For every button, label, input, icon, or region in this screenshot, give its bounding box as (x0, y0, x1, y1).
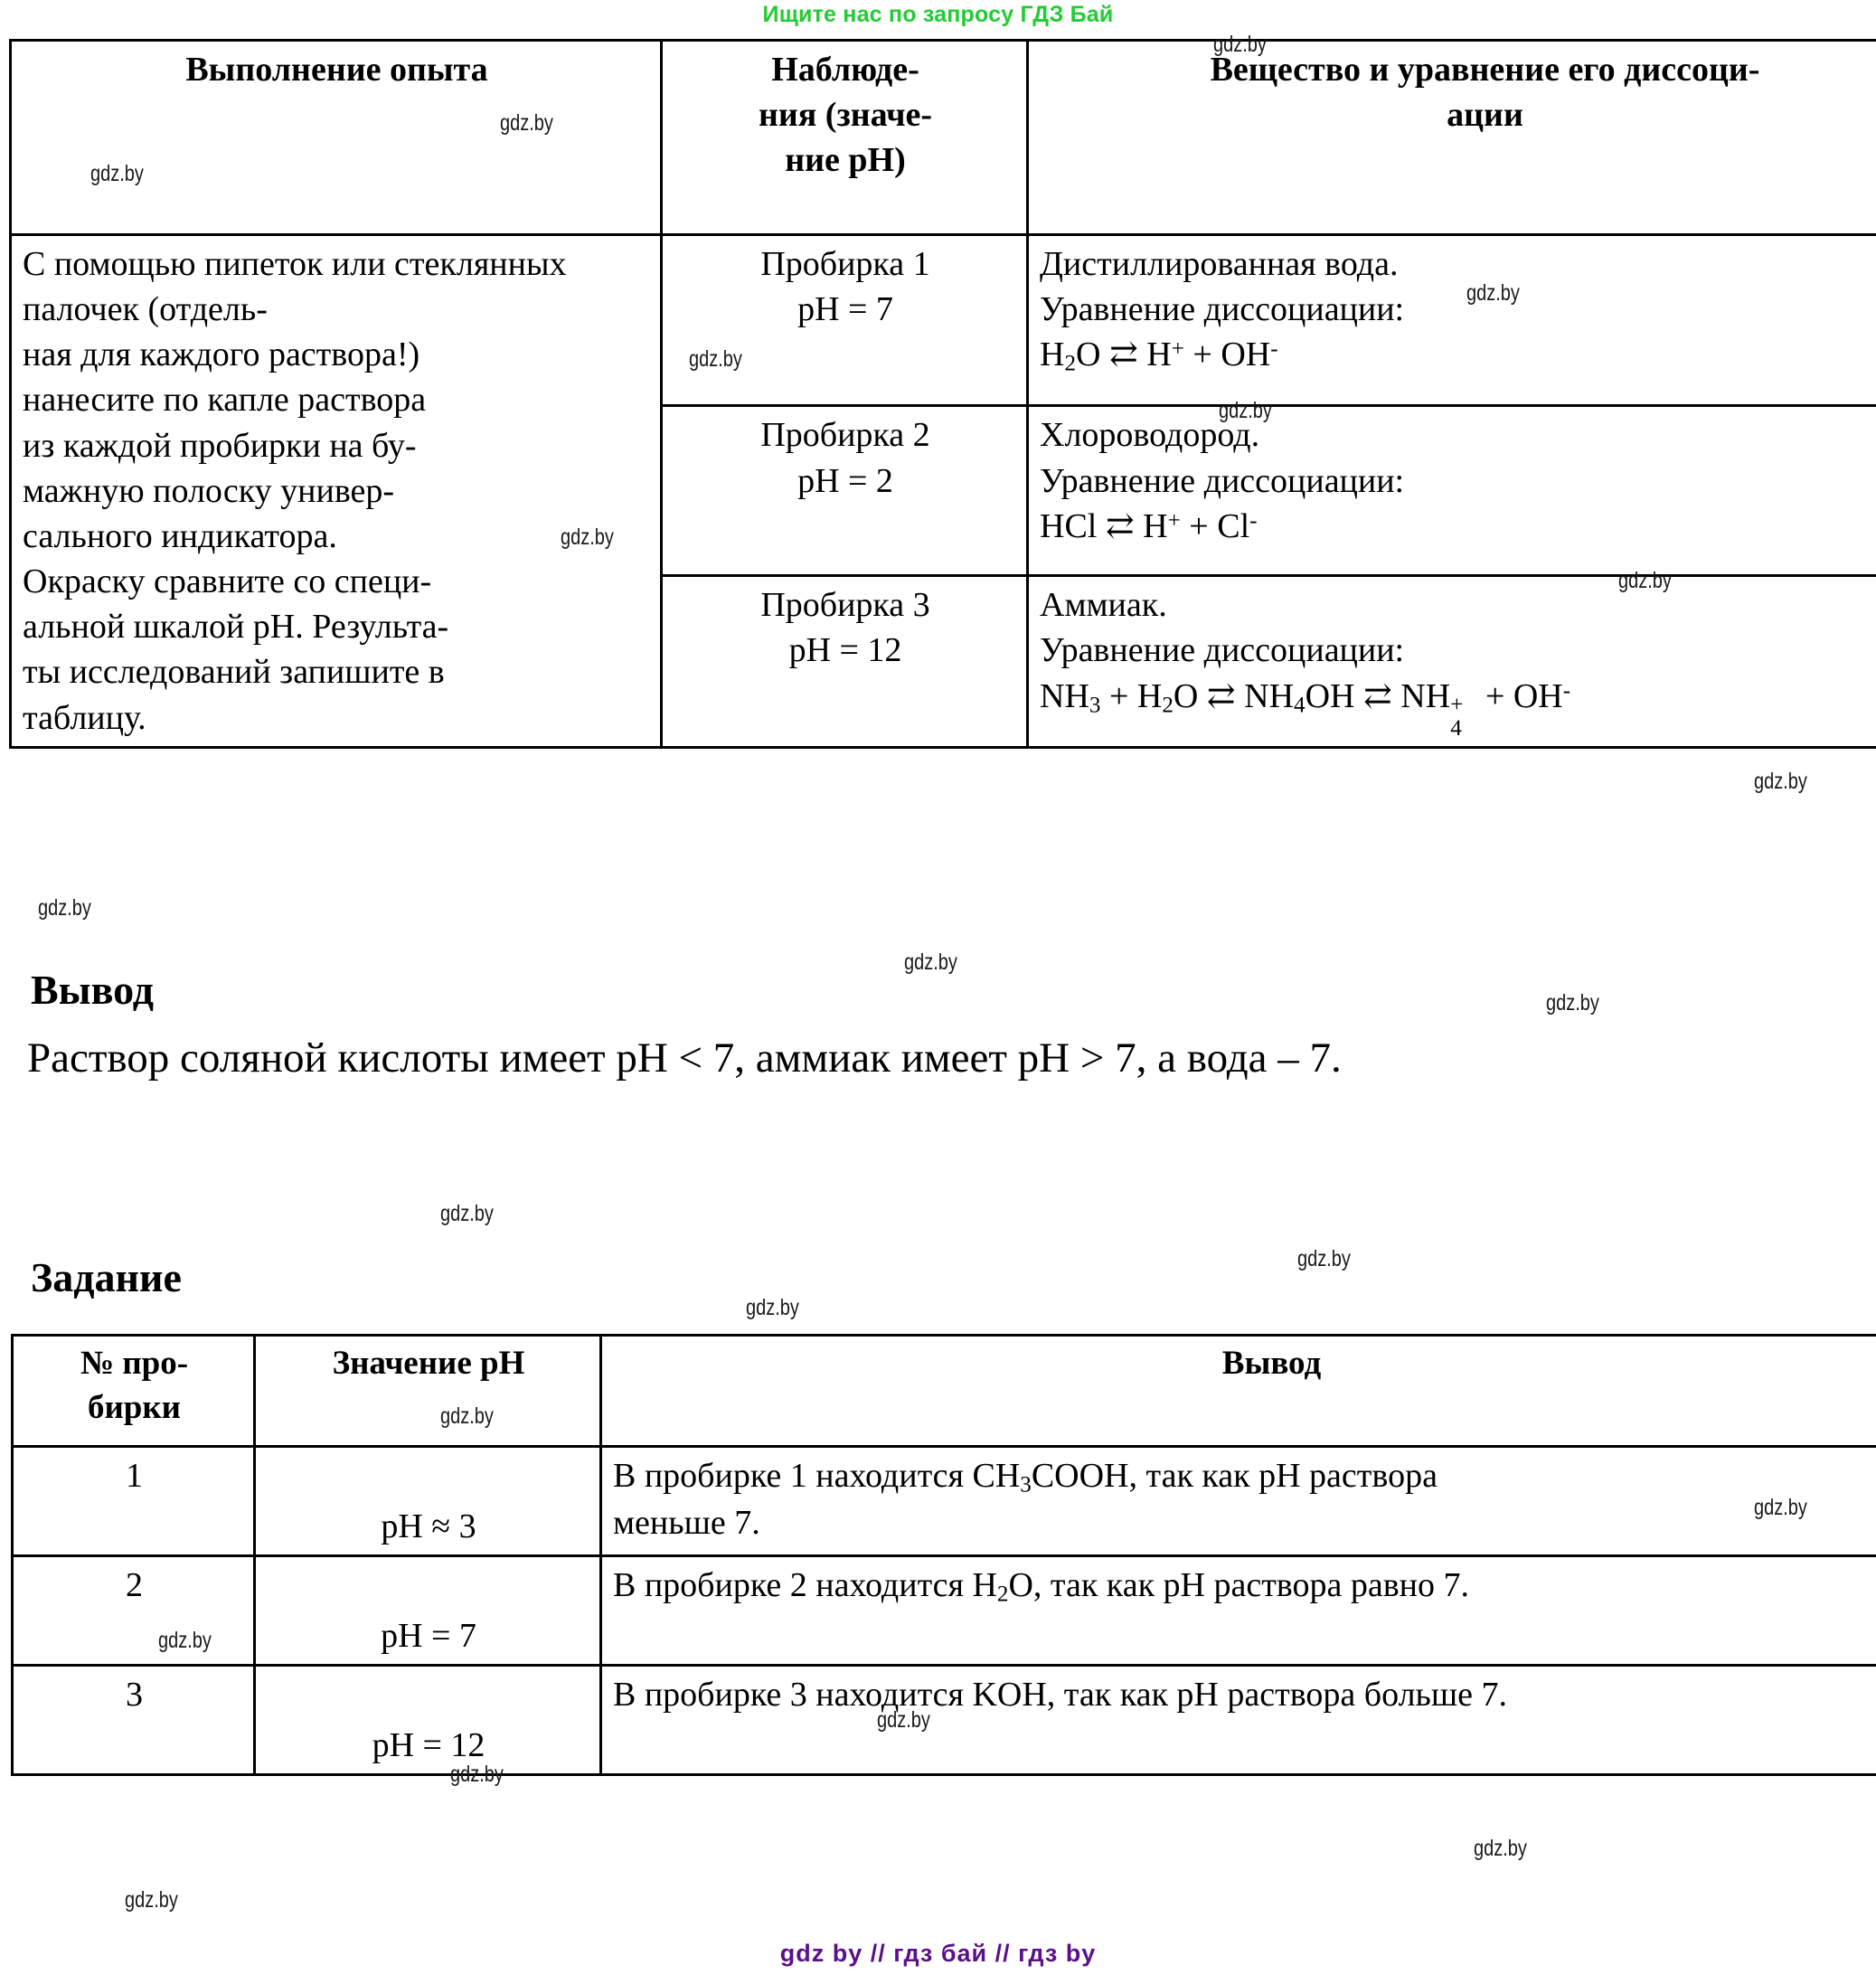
cell-task-conclusion-2: В пробирке 2 находится $H_2O$, так как рН раствора равно 7. (601, 1556, 1876, 1666)
cell-task-conclusion-3: В пробирке 3 находится KOH, так как рН раствора больше 7. (601, 1666, 1876, 1775)
cell-tube-2 (662, 406, 1028, 576)
task-num-3-value: 3 (126, 1676, 143, 1715)
tube-3-label: Пробирка 3 (760, 586, 930, 625)
substance-3-name: Аммиак. (1040, 586, 1167, 625)
watermark-18: gdz.by (877, 1707, 930, 1733)
watermark-14: gdz.by (746, 1295, 799, 1320)
task-table (11, 1334, 1876, 1776)
watermark-3: gdz.by (90, 161, 144, 186)
watermark-0: gdz.by (1213, 32, 1267, 57)
cell-procedure-text: С помощью пипеток или стеклянных палочек (отдель- ная для каждого раствора!) нанесите по капле раствора из каждой пробирки на бу- мажную полоску универ- сального индикатора. Окраску сравните со специ- альной шкалой рН. Результа- ты исследований запишите в таблицу. (11, 235, 662, 748)
table-row (13, 1556, 1876, 1666)
cell-task-conclusion-1: В пробирке 1 находится $CH_3COOH$, так как рН раствора меньше 7. (601, 1447, 1876, 1556)
watermark-5: gdz.by (1219, 398, 1272, 423)
watermark-13: gdz.by (1297, 1246, 1351, 1271)
watermark-21: gdz.by (125, 1887, 178, 1913)
substance-2-eq-label: Уравнение диссоциации: (1040, 461, 1405, 500)
cell-task-ph-2 (255, 1556, 601, 1666)
header-tube-number: № про- бирки (13, 1336, 255, 1447)
cell-substance-2 (1028, 406, 1876, 576)
task-ph-3-value: рН = 12 (372, 1726, 485, 1765)
cell-task-num-1 (13, 1447, 255, 1556)
watermark-2: gdz.by (1466, 280, 1520, 306)
watermark-17: gdz.by (158, 1628, 212, 1653)
cell-task-ph-1 (255, 1447, 601, 1556)
substance-1-name: Дистиллированная вода. (1040, 245, 1399, 283)
tube-2-label: Пробирка 2 (760, 416, 930, 455)
watermark-19: gdz.by (450, 1762, 504, 1787)
task-num-1-value: 1 (126, 1457, 143, 1495)
conclusion-text: Раствор соляной кислоты имеет рН < 7, аммиак имеет рН > 7, а вода – 7. (27, 1035, 1342, 1082)
substance-3-equation: $NH_3 + H_2O$ ⇄ $NH_4OH$ ⇄ NH + 4 + OH- (1040, 676, 1571, 742)
cell-tube-1 (662, 235, 1028, 406)
table-row (13, 1447, 1876, 1556)
watermark-16: gdz.by (1754, 1495, 1807, 1520)
substance-3-eq-label: Уравнение диссоциации: (1040, 631, 1405, 670)
cell-task-ph-3 (255, 1666, 601, 1775)
watermark-1: gdz.by (500, 110, 553, 136)
task-heading: Задание (31, 1254, 182, 1300)
watermark-15: gdz.by (440, 1403, 494, 1429)
watermark-6: gdz.by (561, 524, 614, 550)
substance-2-name: Хлороводород. (1040, 416, 1260, 455)
tube-1-ph: рН = 7 (797, 290, 893, 329)
experiment-table (9, 39, 1876, 749)
table-header-row (11, 41, 1876, 235)
watermark-9: gdz.by (38, 895, 91, 921)
tube-3-ph: рН = 12 (788, 631, 902, 670)
watermark-4: gdz.by (689, 346, 742, 372)
cell-substance-3 (1028, 576, 1876, 747)
header-ph-value: Значение рН (255, 1336, 601, 1447)
header-conclusion: Вывод (601, 1336, 1876, 1447)
cell-substance-1 (1028, 235, 1876, 406)
site-footer: gdz by // гдз бай // гдз by (779, 1940, 1097, 1967)
table-header-row (13, 1336, 1876, 1447)
promo-banner: Ищите нас по запросу ГДЗ Бай (762, 2, 1114, 27)
cell-tube-3 (662, 576, 1028, 747)
header-substance-equation: Вещество и уравнение его диссоци- ации (1028, 41, 1876, 235)
substance-2-equation: HCl ⇄ H+ + Cl- (1040, 506, 1258, 545)
substance-1-eq-label: Уравнение диссоциации: (1040, 290, 1405, 329)
watermark-11: gdz.by (1546, 990, 1599, 1016)
task-num-2-value: 2 (126, 1566, 143, 1605)
header-experiment-procedure: Выполнение опыта (11, 41, 662, 235)
header-observations: Наблюде- ния (значе- ние рН) (662, 41, 1028, 235)
watermark-7: gdz.by (1618, 568, 1672, 593)
watermark-12: gdz.by (440, 1201, 494, 1226)
watermark-8: gdz.by (1754, 769, 1807, 794)
task-ph-2-value: рН = 7 (381, 1617, 476, 1656)
table-row (11, 235, 1876, 406)
cell-task-num-3 (13, 1666, 255, 1775)
tube-1-label: Пробирка 1 (760, 245, 930, 283)
watermark-10: gdz.by (904, 949, 957, 975)
watermark-20: gdz.by (1474, 1836, 1527, 1861)
conclusion-heading: Вывод (31, 967, 155, 1013)
table-row (13, 1666, 1876, 1775)
cell-task-num-2 (13, 1556, 255, 1666)
substance-1-equation: $H_2O$ ⇄ H+ + OH- (1040, 335, 1278, 376)
task-ph-1-value: рН ≈ 3 (381, 1507, 476, 1545)
tube-2-ph: рН = 2 (797, 461, 893, 500)
